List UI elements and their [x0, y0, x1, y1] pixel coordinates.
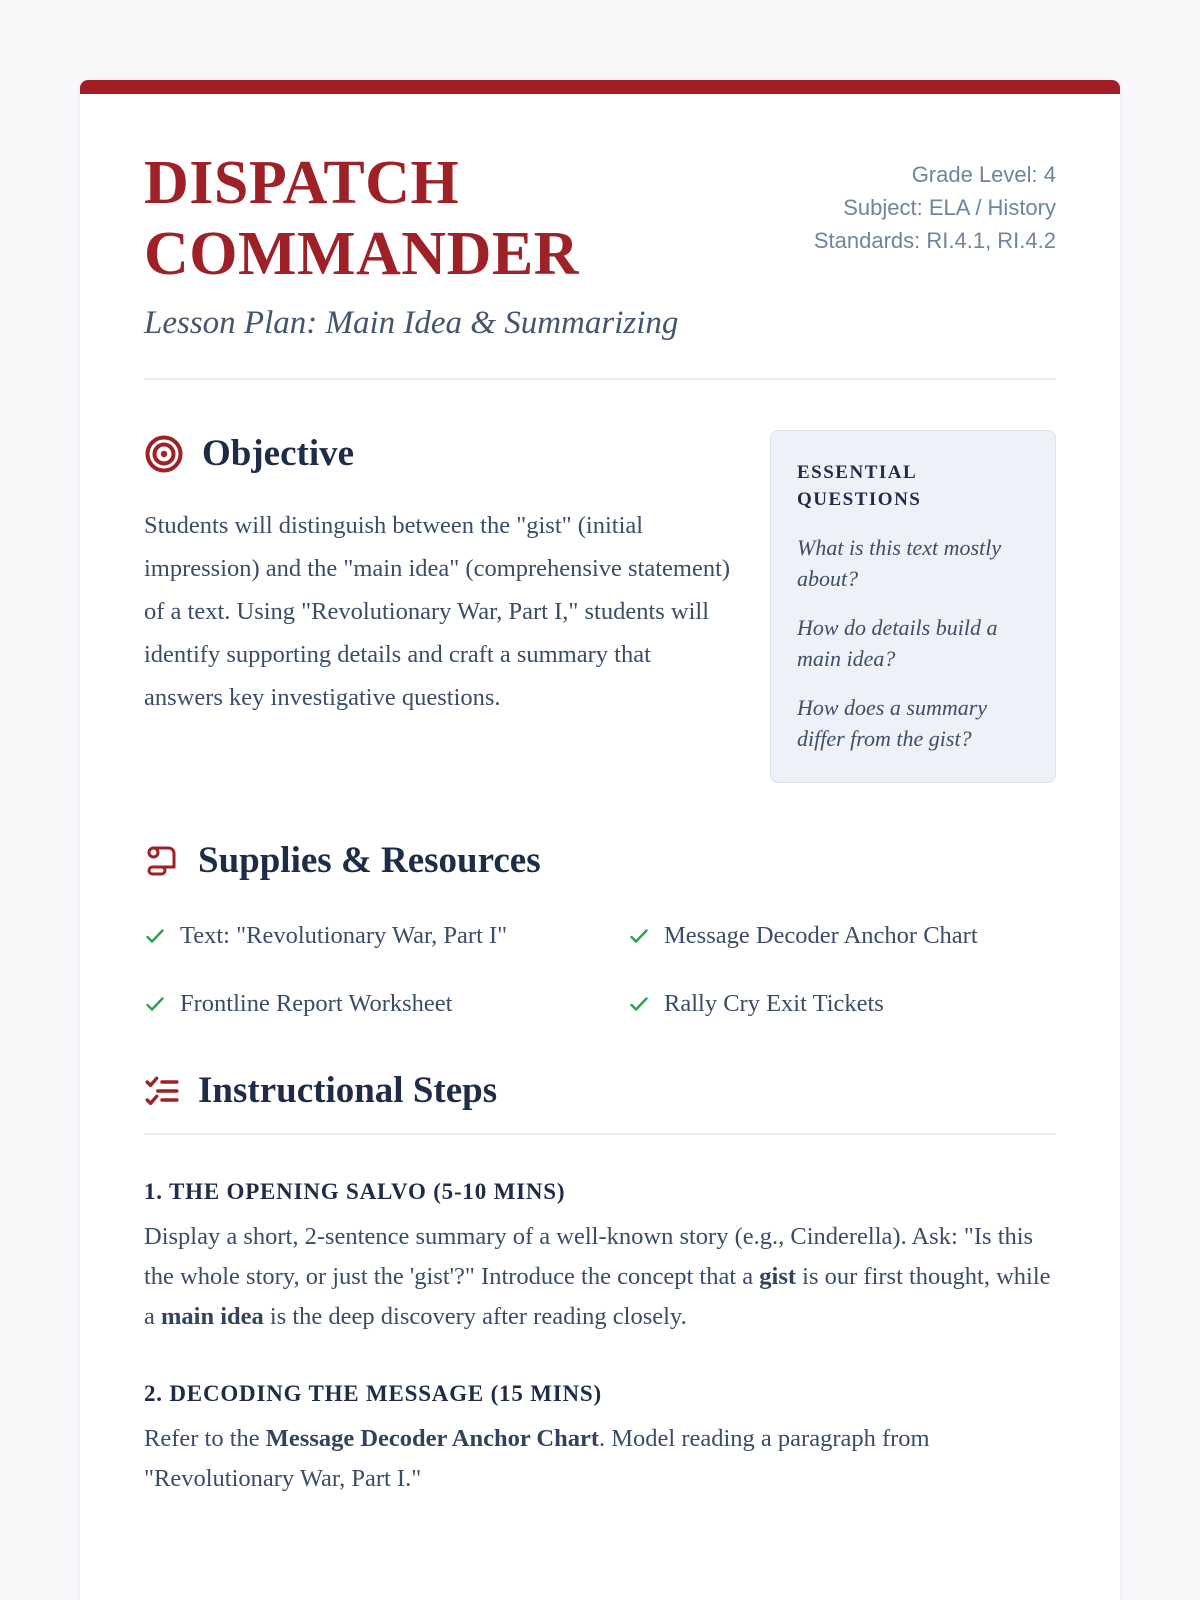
objective-column — [144, 430, 732, 783]
check-icon — [628, 993, 650, 1015]
supplies-heading — [144, 837, 1056, 885]
check-icon — [144, 993, 166, 1015]
header — [144, 148, 1056, 342]
essential-questions-box — [770, 430, 1056, 783]
supply-label: Rally Cry Exit Tickets — [664, 989, 884, 1017]
step-body: Refer to the Message Decoder Anchor Chart. Model reading a paragraph from "Revolutionary War, Part I." — [144, 1424, 930, 1492]
list-item — [628, 917, 1056, 955]
accent-bar — [80, 80, 1120, 94]
list-item — [144, 985, 572, 1023]
step-title: 2. DECODING THE MESSAGE (15 MINS) — [144, 1380, 602, 1406]
steps-heading-label: Instructional Steps — [198, 1069, 498, 1111]
supplies-section — [144, 837, 1056, 1023]
check-icon — [144, 925, 166, 947]
meta-standards: Standards: RI.4.1, RI.4.2 — [813, 228, 1056, 253]
supplies-heading-label: Supplies & Resources — [198, 839, 541, 881]
supplies-list — [144, 917, 1056, 1023]
essential-question: How does a summary differ from the gist? — [797, 694, 988, 751]
check-icon — [628, 925, 650, 947]
page-title: DISPATCH COMMANDER — [144, 149, 579, 289]
meta-grade-level: Grade Level: 4 — [911, 162, 1056, 187]
target-icon — [144, 434, 184, 474]
lesson-plan-card — [80, 80, 1120, 1600]
checklist-icon — [144, 1073, 180, 1109]
objective-heading-label: Objective — [202, 432, 355, 474]
step-1 — [144, 1179, 1056, 1337]
header-divider — [144, 378, 1056, 380]
steps-section — [144, 1067, 1056, 1499]
steps-heading — [144, 1067, 1056, 1115]
step-2 — [144, 1381, 1056, 1499]
supply-label: Message Decoder Anchor Chart — [664, 921, 978, 949]
steps-divider — [144, 1133, 1056, 1135]
essential-question: How do details build a main idea? — [797, 614, 998, 671]
title-block — [144, 148, 804, 342]
page-subtitle: Lesson Plan: Main Idea & Summarizing — [144, 304, 679, 341]
step-body: Display a short, 2-sentence summary of a well-known story (e.g., Cinderella). Ask: "Is this the whole story, or just the 'gist'?" Introduce the concept that a gist is our first thought, while a main idea is the deep discovery after reading closely. — [144, 1222, 1051, 1330]
essential-questions-heading: ESSENTIAL QUESTIONS — [797, 461, 922, 511]
objective-body: Students will distinguish between the "gist" (initial impression) and the "main idea" (comprehensive statement) of a text. Using "Revolutionary War, Part I," students will identify supporting details and craft a summary that answers key investigative questions. — [144, 511, 731, 711]
meta-subject: Subject: ELA / History — [843, 195, 1056, 220]
step-title: 1. THE OPENING SALVO (5-10 MINS) — [144, 1178, 566, 1204]
supply-label: Text: "Revolutionary War, Part I" — [180, 921, 508, 949]
scroll-icon — [144, 843, 180, 879]
list-item — [144, 917, 572, 955]
essential-question: What is this text mostly about? — [797, 534, 1002, 591]
objective-heading — [144, 430, 732, 478]
list-item — [628, 985, 1056, 1023]
supply-label: Frontline Report Worksheet — [180, 989, 453, 1017]
lesson-meta — [804, 148, 1056, 257]
card-content — [80, 94, 1120, 1579]
objective-section — [144, 430, 1056, 783]
